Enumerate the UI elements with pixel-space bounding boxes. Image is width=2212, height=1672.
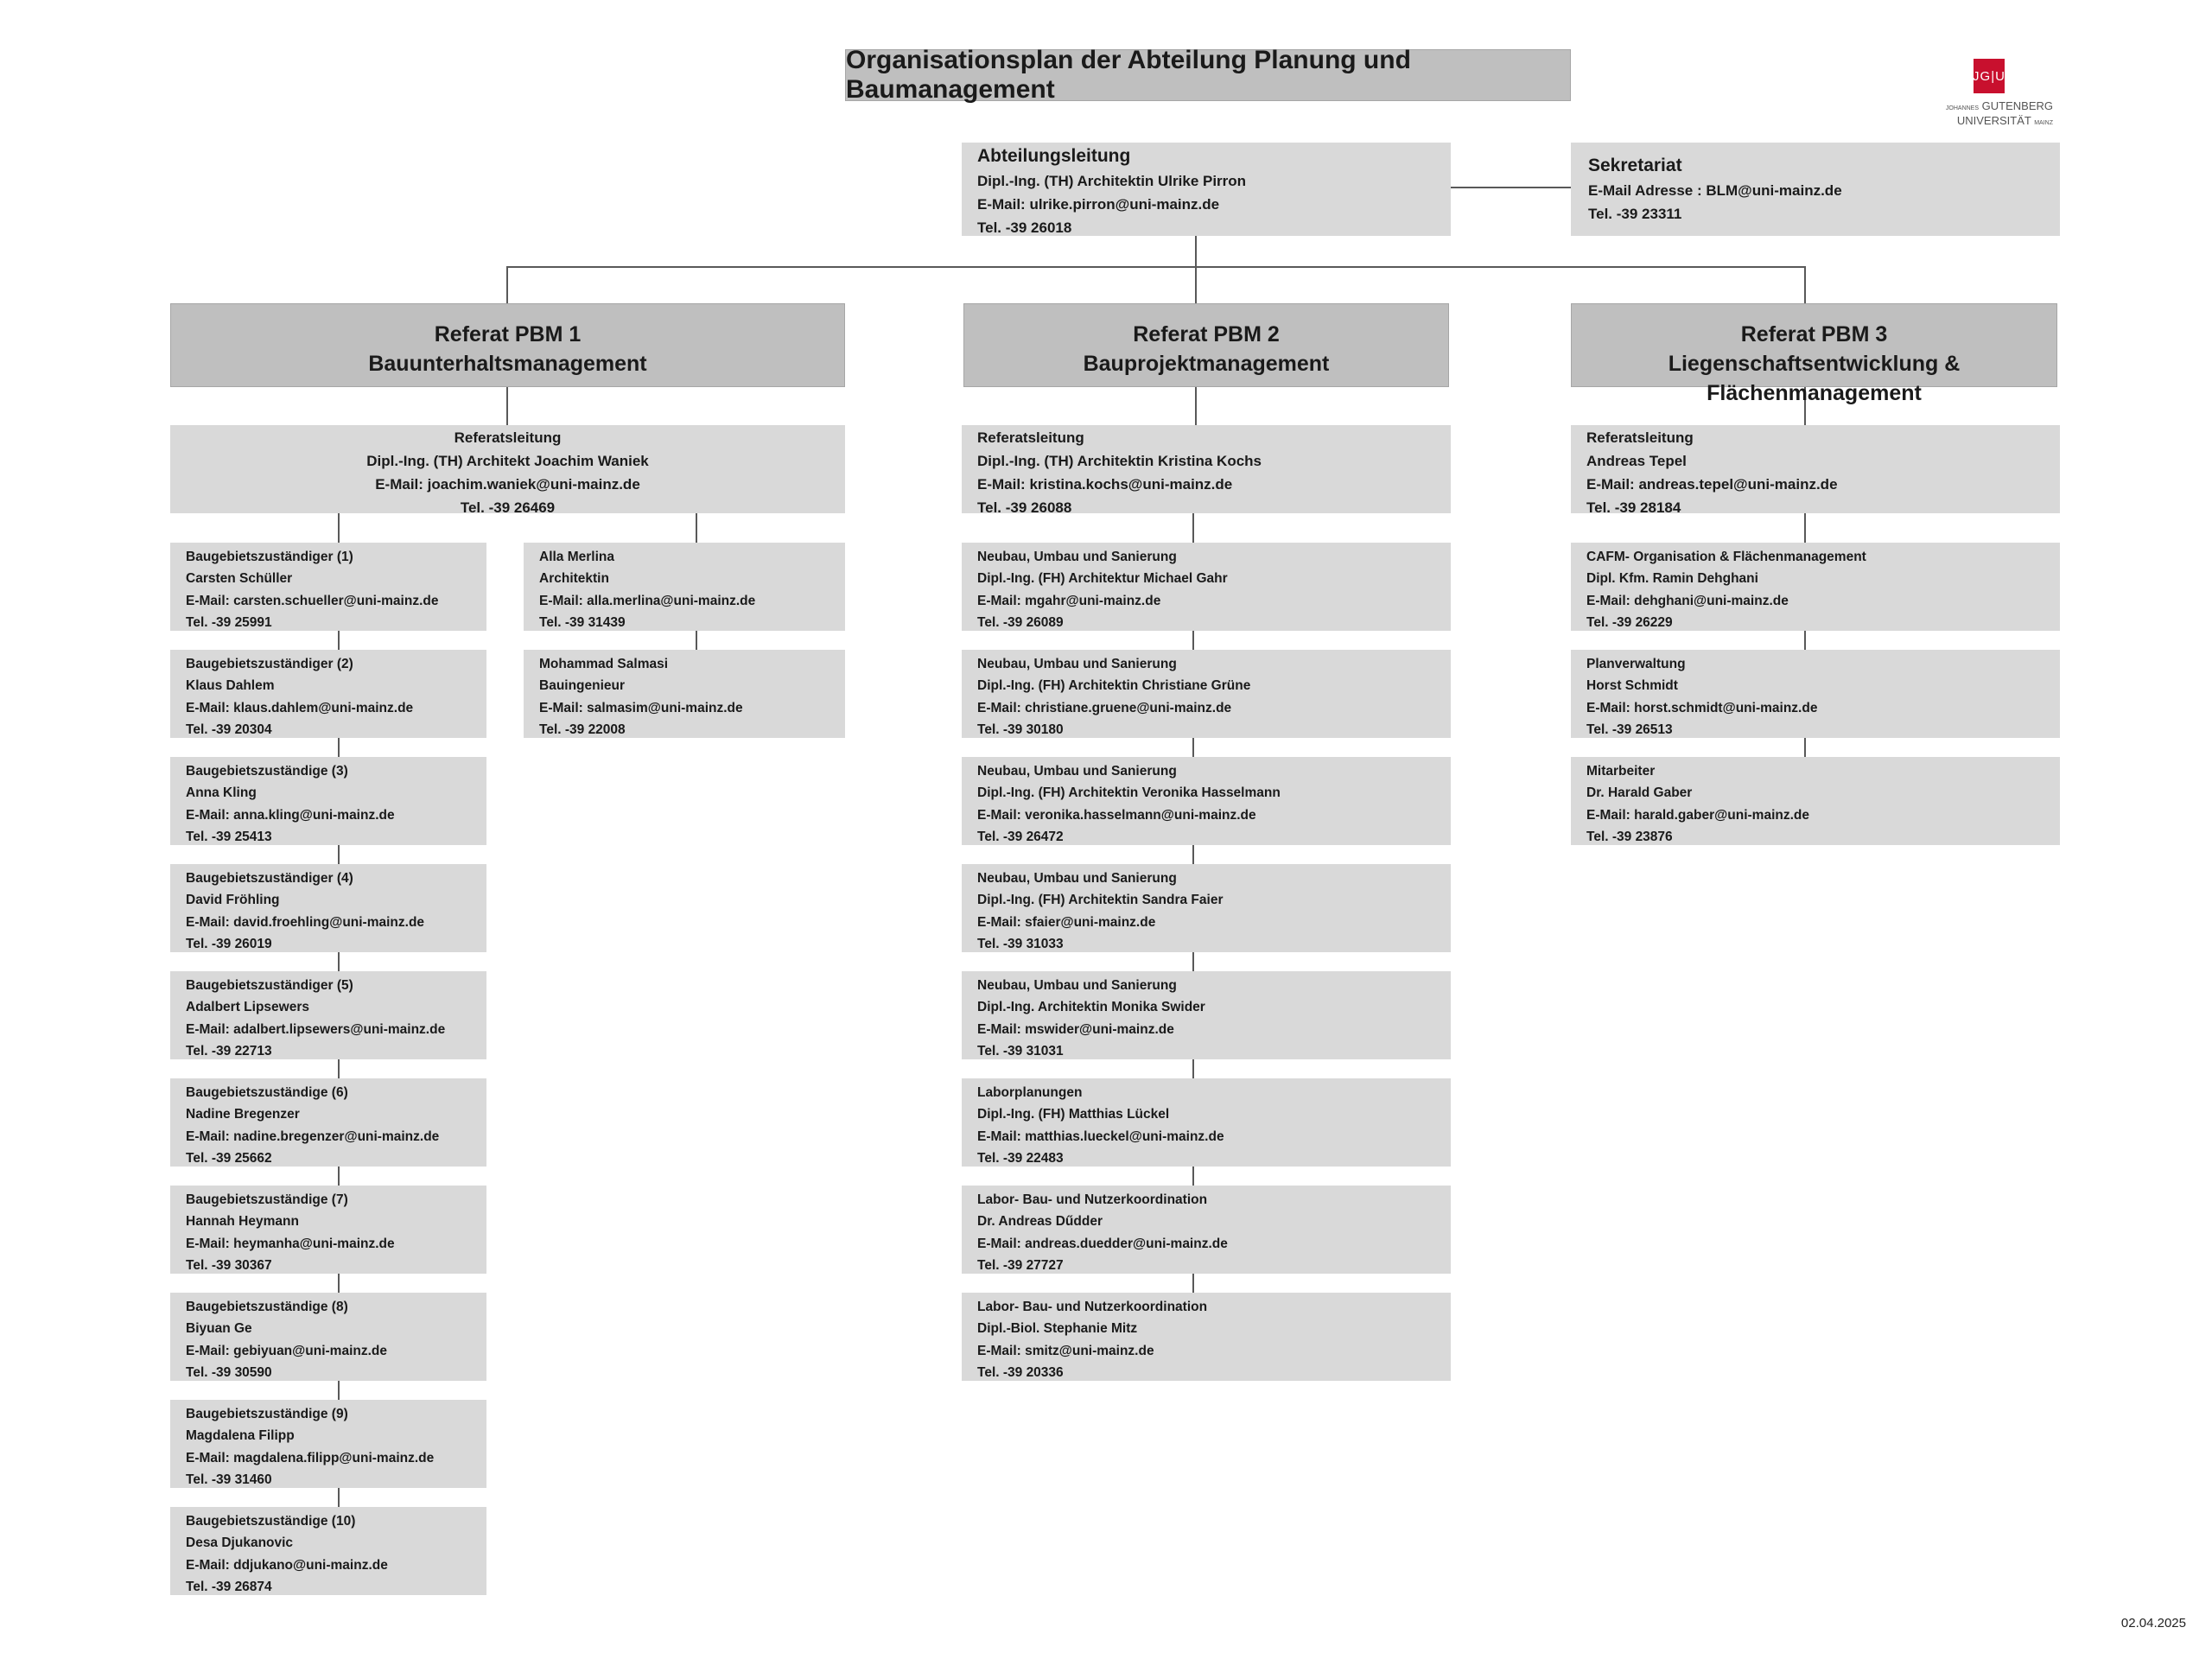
member-email: E-Mail: matthias.lueckel@uni-mainz.de: [977, 1128, 1224, 1144]
member-email: E-Mail: anna.kling@uni-mainz.de: [186, 807, 395, 823]
member-name: Desa Djukanovic: [186, 1535, 294, 1551]
member-role: Neubau, Umbau und Sanierung: [977, 871, 1177, 886]
university-logo: [1925, 55, 2053, 133]
member-name: Dipl.-Ing. (FH) Architektur Michael Gahr: [977, 571, 1228, 587]
pbm2-member-card: [962, 543, 1451, 631]
member-phone: Tel. -39 25413: [186, 829, 272, 844]
referat-pbm1-header: [170, 303, 845, 387]
member-email: E-Mail: salmasim@uni-mainz.de: [539, 700, 743, 715]
member-phone: Tel. -39 22008: [539, 722, 626, 737]
member-role: Baugebietszuständige (8): [186, 1300, 348, 1314]
pbm2-member-card: [962, 1078, 1451, 1167]
pbm1-member-card: [170, 1400, 486, 1488]
member-email: E-Mail: sfaier@uni-mainz.de: [977, 914, 1156, 930]
logo-line1: GUTENBERG: [1981, 99, 2053, 112]
member-name: Nadine Bregenzer: [186, 1107, 300, 1122]
referat-pbm1-subtitle: Bauunterhaltsmanagement: [368, 352, 647, 376]
member-role: Mitarbeiter: [1586, 764, 1656, 779]
member-role: Baugebietszuständige (3): [186, 764, 348, 779]
pbm1-lead-role: Referatsleitung: [454, 429, 562, 446]
referat-pbm1-title: Referat PBM 1: [434, 322, 582, 346]
connector-head-sekretariat: [1450, 187, 1571, 188]
abteilungsleitung-phone: Tel. -39 26018: [977, 219, 1072, 236]
member-role: Neubau, Umbau und Sanierung: [977, 657, 1177, 671]
pbm1-member-card: [170, 650, 486, 738]
pbm1-member-card: [170, 1293, 486, 1381]
member-phone: Tel. -39 25991: [186, 614, 272, 630]
member-role: Neubau, Umbau und Sanierung: [977, 550, 1177, 564]
member-name: Adalbert Lipsewers: [186, 1000, 309, 1015]
member-name: Dr. Harald Gaber: [1586, 785, 1693, 801]
pbm2-referatsleitung: [962, 425, 1451, 516]
member-email: E-Mail: klaus.dahlem@uni-mainz.de: [186, 700, 414, 715]
pbm3-lead-role: Referatsleitung: [1586, 429, 1694, 446]
member-email: E-Mail: harald.gaber@uni-mainz.de: [1586, 807, 1809, 823]
member-name: Dipl.-Ing. (FH) Architektin Veronika Hasselmann: [977, 785, 1281, 801]
pbm1-member-card: [170, 757, 486, 845]
member-email: E-Mail: veronika.hasselmann@uni-mainz.de: [977, 807, 1256, 823]
pbm1-member-card: [170, 864, 486, 952]
pbm1-lead-email: E-Mail: joachim.waniek@uni-mainz.de: [375, 476, 640, 493]
member-name: Dipl.-Biol. Stephanie Mitz: [977, 1321, 1138, 1337]
member-name: Horst Schmidt: [1586, 678, 1678, 694]
abteilungsleitung-title: Abteilungsleitung: [977, 146, 1131, 166]
member-role: Baugebietszuständiger (2): [186, 657, 353, 671]
member-role: Baugebietszuständiger (4): [186, 871, 353, 886]
member-role: Neubau, Umbau und Sanierung: [977, 978, 1177, 993]
member-role: Baugebietszuständiger (5): [186, 978, 353, 993]
member-role: Architektin: [539, 571, 609, 587]
member-role: Labor- Bau- und Nutzerkoordination: [977, 1192, 1208, 1207]
member-phone: Tel. -39 30367: [186, 1257, 272, 1273]
member-role: Baugebietszuständiger (1): [186, 550, 353, 564]
logo-line1-small: JOHANNES: [1945, 105, 1980, 111]
member-phone: Tel. -39 26513: [1586, 722, 1673, 737]
pbm2-member-card: [962, 757, 1451, 845]
member-name: Dipl. Kfm. Ramin Dehghani: [1586, 571, 1758, 587]
member-email: E-Mail: dehghani@uni-mainz.de: [1586, 593, 1789, 608]
jgu-logo-mark: JG|U: [1974, 59, 2005, 93]
member-phone: Tel. -39 22713: [186, 1043, 272, 1059]
member-name: Magdalena Filipp: [186, 1428, 295, 1444]
pbm2-member-card: [962, 864, 1451, 952]
referat-pbm2-header: [963, 303, 1449, 387]
pbm3-member-card: [1571, 650, 2060, 738]
member-email: E-Mail: andreas.duedder@uni-mainz.de: [977, 1236, 1228, 1251]
page-title: Organisationsplan der Abteilung Planung und Baumanagement: [845, 49, 1571, 101]
pbm1-member-card: [170, 1186, 486, 1274]
member-phone: Tel. -39 30590: [186, 1364, 272, 1380]
connector-pbm2-lead: [1195, 386, 1197, 425]
member-email: E-Mail: heymanha@uni-mainz.de: [186, 1236, 395, 1251]
member-phone: Tel. -39 31439: [539, 614, 626, 630]
member-role: Baugebietszuständige (6): [186, 1085, 348, 1100]
pbm1-lead-name: Dipl.-Ing. (TH) Architekt Joachim Waniek: [366, 453, 649, 469]
member-name: Alla Merlina: [539, 550, 614, 564]
member-name: Anna Kling: [186, 785, 257, 801]
member-role: Planverwaltung: [1586, 657, 1686, 671]
pbm2-lead-email: E-Mail: kristina.kochs@uni-mainz.de: [977, 476, 1233, 493]
member-email: E-Mail: adalbert.lipsewers@uni-mainz.de: [186, 1021, 446, 1037]
member-name: Dipl.-Ing. Architektin Monika Swider: [977, 1000, 1205, 1015]
member-name: Dipl.-Ing. (FH) Matthias Lückel: [977, 1107, 1170, 1122]
member-phone: Tel. -39 22483: [977, 1150, 1064, 1166]
member-phone: Tel. -39 30180: [977, 722, 1064, 737]
member-email: E-Mail: ddjukano@uni-mainz.de: [186, 1557, 388, 1573]
member-email: E-Mail: smitz@uni-mainz.de: [977, 1343, 1154, 1358]
pbm2-member-card: [962, 1186, 1451, 1274]
member-name: Dr. Andreas Dűdder: [977, 1214, 1103, 1230]
connector-horizontal-referate: [506, 266, 1806, 268]
sekretariat-title: Sekretariat: [1588, 156, 1682, 175]
member-name: Mohammad Salmasi: [539, 657, 669, 671]
member-email: E-Mail: christiane.gruene@uni-mainz.de: [977, 700, 1232, 715]
member-role: Neubau, Umbau und Sanierung: [977, 764, 1177, 779]
connector-head-down: [1195, 235, 1197, 268]
pbm3-lead-name: Andreas Tepel: [1586, 453, 1687, 469]
member-phone: Tel. -39 26229: [1586, 614, 1673, 630]
member-email: E-Mail: alla.merlina@uni-mainz.de: [539, 593, 756, 608]
referat-pbm3-title: Referat PBM 3: [1740, 322, 1888, 346]
referat-pbm3-header: [1571, 303, 2057, 405]
member-phone: Tel. -39 26019: [186, 936, 272, 951]
sekretariat-phone: Tel. -39 23311: [1588, 206, 1682, 222]
pbm2-lead-phone: Tel. -39 26088: [977, 499, 1072, 516]
pbm3-lead-phone: Tel. -39 28184: [1586, 499, 1681, 516]
member-role: Labor- Bau- und Nutzerkoordination: [977, 1300, 1208, 1314]
logo-text: [1925, 100, 2053, 130]
connector-pbm3-down: [1804, 266, 1806, 305]
member-phone: Tel. -39 20336: [977, 1364, 1064, 1380]
pbm1-member-card: [170, 543, 486, 631]
member-email: E-Mail: nadine.bregenzer@uni-mainz.de: [186, 1128, 440, 1144]
pbm2-lead-role: Referatsleitung: [977, 429, 1084, 446]
member-name: Biyuan Ge: [186, 1321, 252, 1337]
member-email: E-Mail: gebiyuan@uni-mainz.de: [186, 1343, 387, 1358]
document-date: 02.04.2025: [2120, 1616, 2186, 1631]
referat-pbm2-title: Referat PBM 2: [1133, 322, 1280, 346]
member-phone: Tel. -39 31031: [977, 1043, 1064, 1059]
member-name: David Fröhling: [186, 893, 280, 908]
member-name: Dipl.-Ing. (FH) Architektin Sandra Faier: [977, 893, 1224, 908]
member-name: Klaus Dahlem: [186, 678, 275, 694]
member-role: Laborplanungen: [977, 1085, 1083, 1100]
pbm2-member-card: [962, 971, 1451, 1059]
member-phone: Tel. -39 25662: [186, 1150, 272, 1166]
pbm1-member-card: [170, 971, 486, 1059]
member-phone: Tel. -39 26089: [977, 614, 1064, 630]
member-phone: Tel. -39 26472: [977, 829, 1064, 844]
sekretariat-email: E-Mail Adresse : BLM@uni-mainz.de: [1588, 182, 1842, 199]
logo-line2-small: MAINZ: [2034, 120, 2053, 126]
member-email: E-Mail: david.froehling@uni-mainz.de: [186, 914, 425, 930]
member-email: E-Mail: mgahr@uni-mainz.de: [977, 593, 1161, 608]
pbm1-lead-phone: Tel. -39 26469: [460, 499, 556, 516]
pbm1-side-member-card: [524, 650, 845, 738]
pbm2-lead-name: Dipl.-Ing. (TH) Architektin Kristina Kochs: [977, 453, 1262, 469]
member-role: Bauingenieur: [539, 678, 626, 694]
pbm3-referatsleitung: [1571, 425, 2060, 516]
member-role: Baugebietszuständige (10): [186, 1514, 356, 1529]
member-name: Hannah Heymann: [186, 1214, 299, 1230]
sekretariat-box: [1571, 143, 2060, 236]
member-phone: Tel. -39 26874: [186, 1579, 272, 1594]
member-name: Dipl.-Ing. (FH) Architektin Christiane Grüne: [977, 678, 1251, 694]
member-phone: Tel. -39 23876: [1586, 829, 1673, 844]
member-name: Carsten Schüller: [186, 571, 293, 587]
logo-line2: UNIVERSITÄT: [1956, 114, 2031, 127]
connector-pbm2-down: [1195, 266, 1197, 305]
pbm3-lead-email: E-Mail: andreas.tepel@uni-mainz.de: [1586, 476, 1838, 493]
member-email: E-Mail: magdalena.filipp@uni-mainz.de: [186, 1450, 435, 1465]
member-role: Baugebietszuständige (9): [186, 1407, 348, 1421]
connector-pbm1-down: [506, 266, 508, 305]
member-phone: Tel. -39 20304: [186, 722, 272, 737]
pbm2-member-card: [962, 650, 1451, 738]
pbm1-member-card: [170, 1507, 486, 1595]
abteilungsleitung-box: [962, 143, 1451, 236]
connector-pbm1-lead: [506, 386, 508, 425]
abteilungsleitung-name: Dipl.-Ing. (TH) Architektin Ulrike Pirron: [977, 173, 1247, 189]
member-phone: Tel. -39 31460: [186, 1472, 272, 1487]
member-email: E-Mail: horst.schmidt@uni-mainz.de: [1586, 700, 1818, 715]
pbm1-member-card: [170, 1078, 486, 1167]
pbm3-member-card: [1571, 543, 2060, 631]
pbm2-member-card: [962, 1293, 1451, 1381]
pbm1-referatsleitung: [170, 425, 845, 516]
member-phone: Tel. -39 27727: [977, 1257, 1064, 1273]
member-role: CAFM- Organisation & Flächenmanagement: [1586, 550, 1866, 564]
member-email: E-Mail: mswider@uni-mainz.de: [977, 1021, 1174, 1037]
member-role: Baugebietszuständige (7): [186, 1192, 348, 1207]
member-email: E-Mail: carsten.schueller@uni-mainz.de: [186, 593, 439, 608]
pbm3-member-card: [1571, 757, 2060, 845]
member-phone: Tel. -39 31033: [977, 936, 1064, 951]
pbm1-side-member-card: [524, 543, 845, 631]
referat-pbm2-subtitle: Bauprojektmanagement: [1083, 352, 1330, 376]
referat-pbm3-subtitle: Liegenschaftsentwicklung & Flächenmanagement: [1668, 352, 1961, 405]
abteilungsleitung-email: E-Mail: ulrike.pirron@uni-mainz.de: [977, 196, 1220, 213]
